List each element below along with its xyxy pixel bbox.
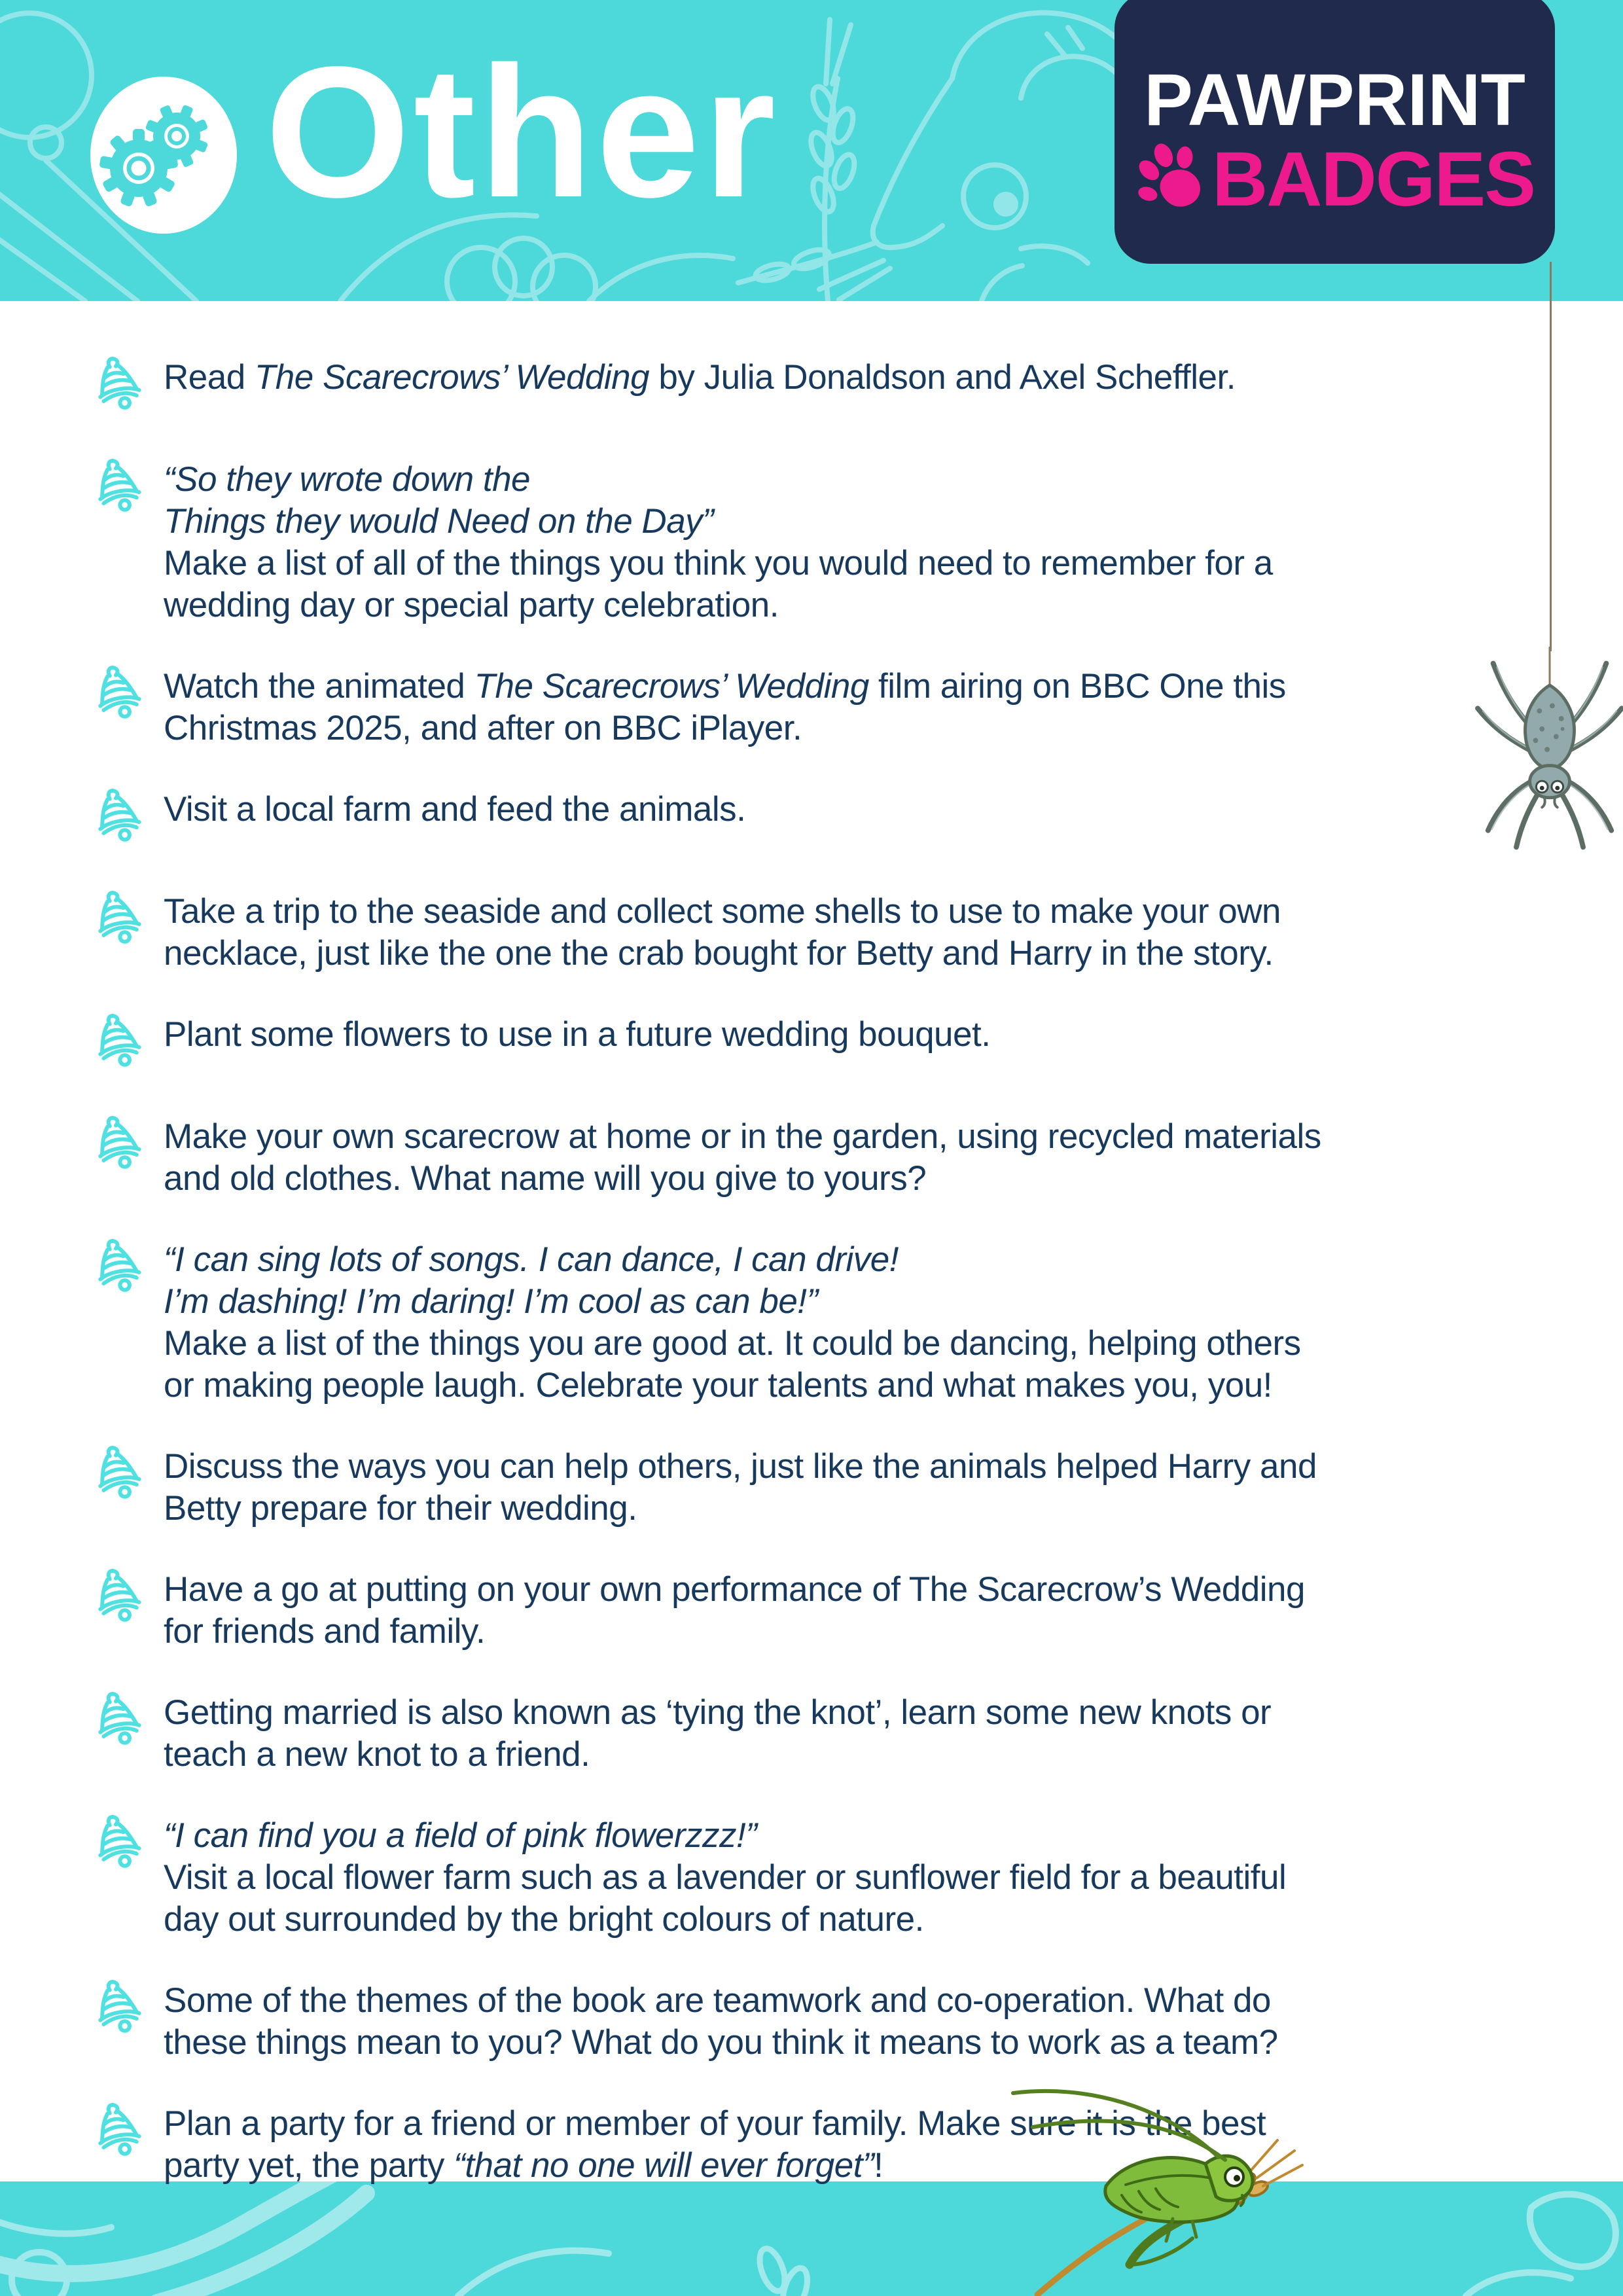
bell-icon xyxy=(90,659,145,728)
bell-icon xyxy=(90,1685,145,1755)
activity-text: Watch the animated The Scarecrows’ Wedding film airing on BBC One this Christmas 2025, and after on BBC iPlayer. xyxy=(164,667,1286,747)
activity-text: Take a trip to the seaside and collect some shells to use to make your own necklace, just like the one the crab bought for Betty and Harry in the story. xyxy=(164,892,1281,973)
activity-item xyxy=(90,891,1531,975)
activity-item xyxy=(90,1116,1531,1200)
activity-text: Discuss the ways you can help others, just like the animals helped Harry and Betty prepare for their wedding. xyxy=(164,1447,1317,1528)
bell-icon xyxy=(90,1232,145,1302)
activity-item xyxy=(90,357,1531,420)
activity-item xyxy=(90,666,1531,749)
grasshopper-illustration xyxy=(975,2067,1315,2296)
activity-text: “I can find you a field of pink flowerzzz!” Visit a local flower farm such as a lavender or sunflower field for a beautiful day out surrounded by the bright colours of nature. xyxy=(164,1816,1287,1939)
activity-text: Have a go at putting on your own performance of The Scarecrow’s Wedding for friends and family. xyxy=(164,1570,1305,1651)
activity-text: Getting married is also known as ‘tying the knot’, learn some new knots or teach a new knot to a friend. xyxy=(164,1693,1272,1774)
activity-item xyxy=(90,1569,1531,1653)
activity-text: Visit a local farm and feed the animals. xyxy=(164,790,746,829)
activity-item xyxy=(90,1239,1531,1407)
activity-item xyxy=(90,1980,1531,2064)
activity-text: “I can sing lots of songs. I can dance, I can drive! I’m dashing! I’m daring! I’m cool as can be!” Make a list of the things you are good at. It could be dancing, helping others or making people laugh. Celebrate your talents and what makes you, you! xyxy=(164,1240,1301,1405)
bell-icon xyxy=(90,1808,145,1878)
activity-text: Plan a party for a friend or member of your family. Make sure it is the best party yet, the party “that no one will ever forget”! xyxy=(164,2104,1266,2185)
bell-icon xyxy=(90,2096,145,2166)
header-band xyxy=(0,0,1623,301)
bell-icon xyxy=(90,452,145,522)
activity-item xyxy=(90,1014,1531,1077)
logo-text-badges: BADGES xyxy=(1212,136,1535,223)
bell-icon xyxy=(90,884,145,954)
pawprint-badges-logo xyxy=(1115,0,1555,264)
page-title: Other xyxy=(265,28,779,236)
activity-item xyxy=(90,1815,1531,1941)
paw-icon xyxy=(1135,143,1208,215)
bell-icon xyxy=(90,1439,145,1509)
bell-icon xyxy=(90,1973,145,2043)
activity-text: Some of the themes of the book are teamwork and co-operation. What do these things mean to you? What do you think it means to work as a team? xyxy=(164,1981,1278,2062)
activity-text: Make your own scarecrow at home or in the garden, using recycled materials and old clothes. What name will you give to yours? xyxy=(164,1117,1321,1198)
activity-text: “So they wrote down the Things they would Need on the Day” Make a list of all of the things you think you would need to remember for a wedding day or special party celebration. xyxy=(164,460,1273,624)
activity-text: Plant some flowers to use in a future wedding bouquet. xyxy=(164,1015,991,1054)
activity-item xyxy=(90,1692,1531,1776)
bell-icon xyxy=(90,782,145,852)
activity-item xyxy=(90,789,1531,852)
activity-list xyxy=(0,301,1623,2226)
bell-icon xyxy=(90,1007,145,1077)
logo-text-pawprint: PAWPRINT xyxy=(1144,59,1525,141)
bell-icon xyxy=(90,1109,145,1179)
bell-icon xyxy=(90,350,145,420)
activity-text: Read The Scarecrows’ Wedding by Julia Donaldson and Axel Scheffler. xyxy=(164,358,1236,397)
activity-item xyxy=(90,1446,1531,1530)
gears-icon xyxy=(72,63,255,247)
bell-icon xyxy=(90,1562,145,1632)
activity-item xyxy=(90,459,1531,626)
